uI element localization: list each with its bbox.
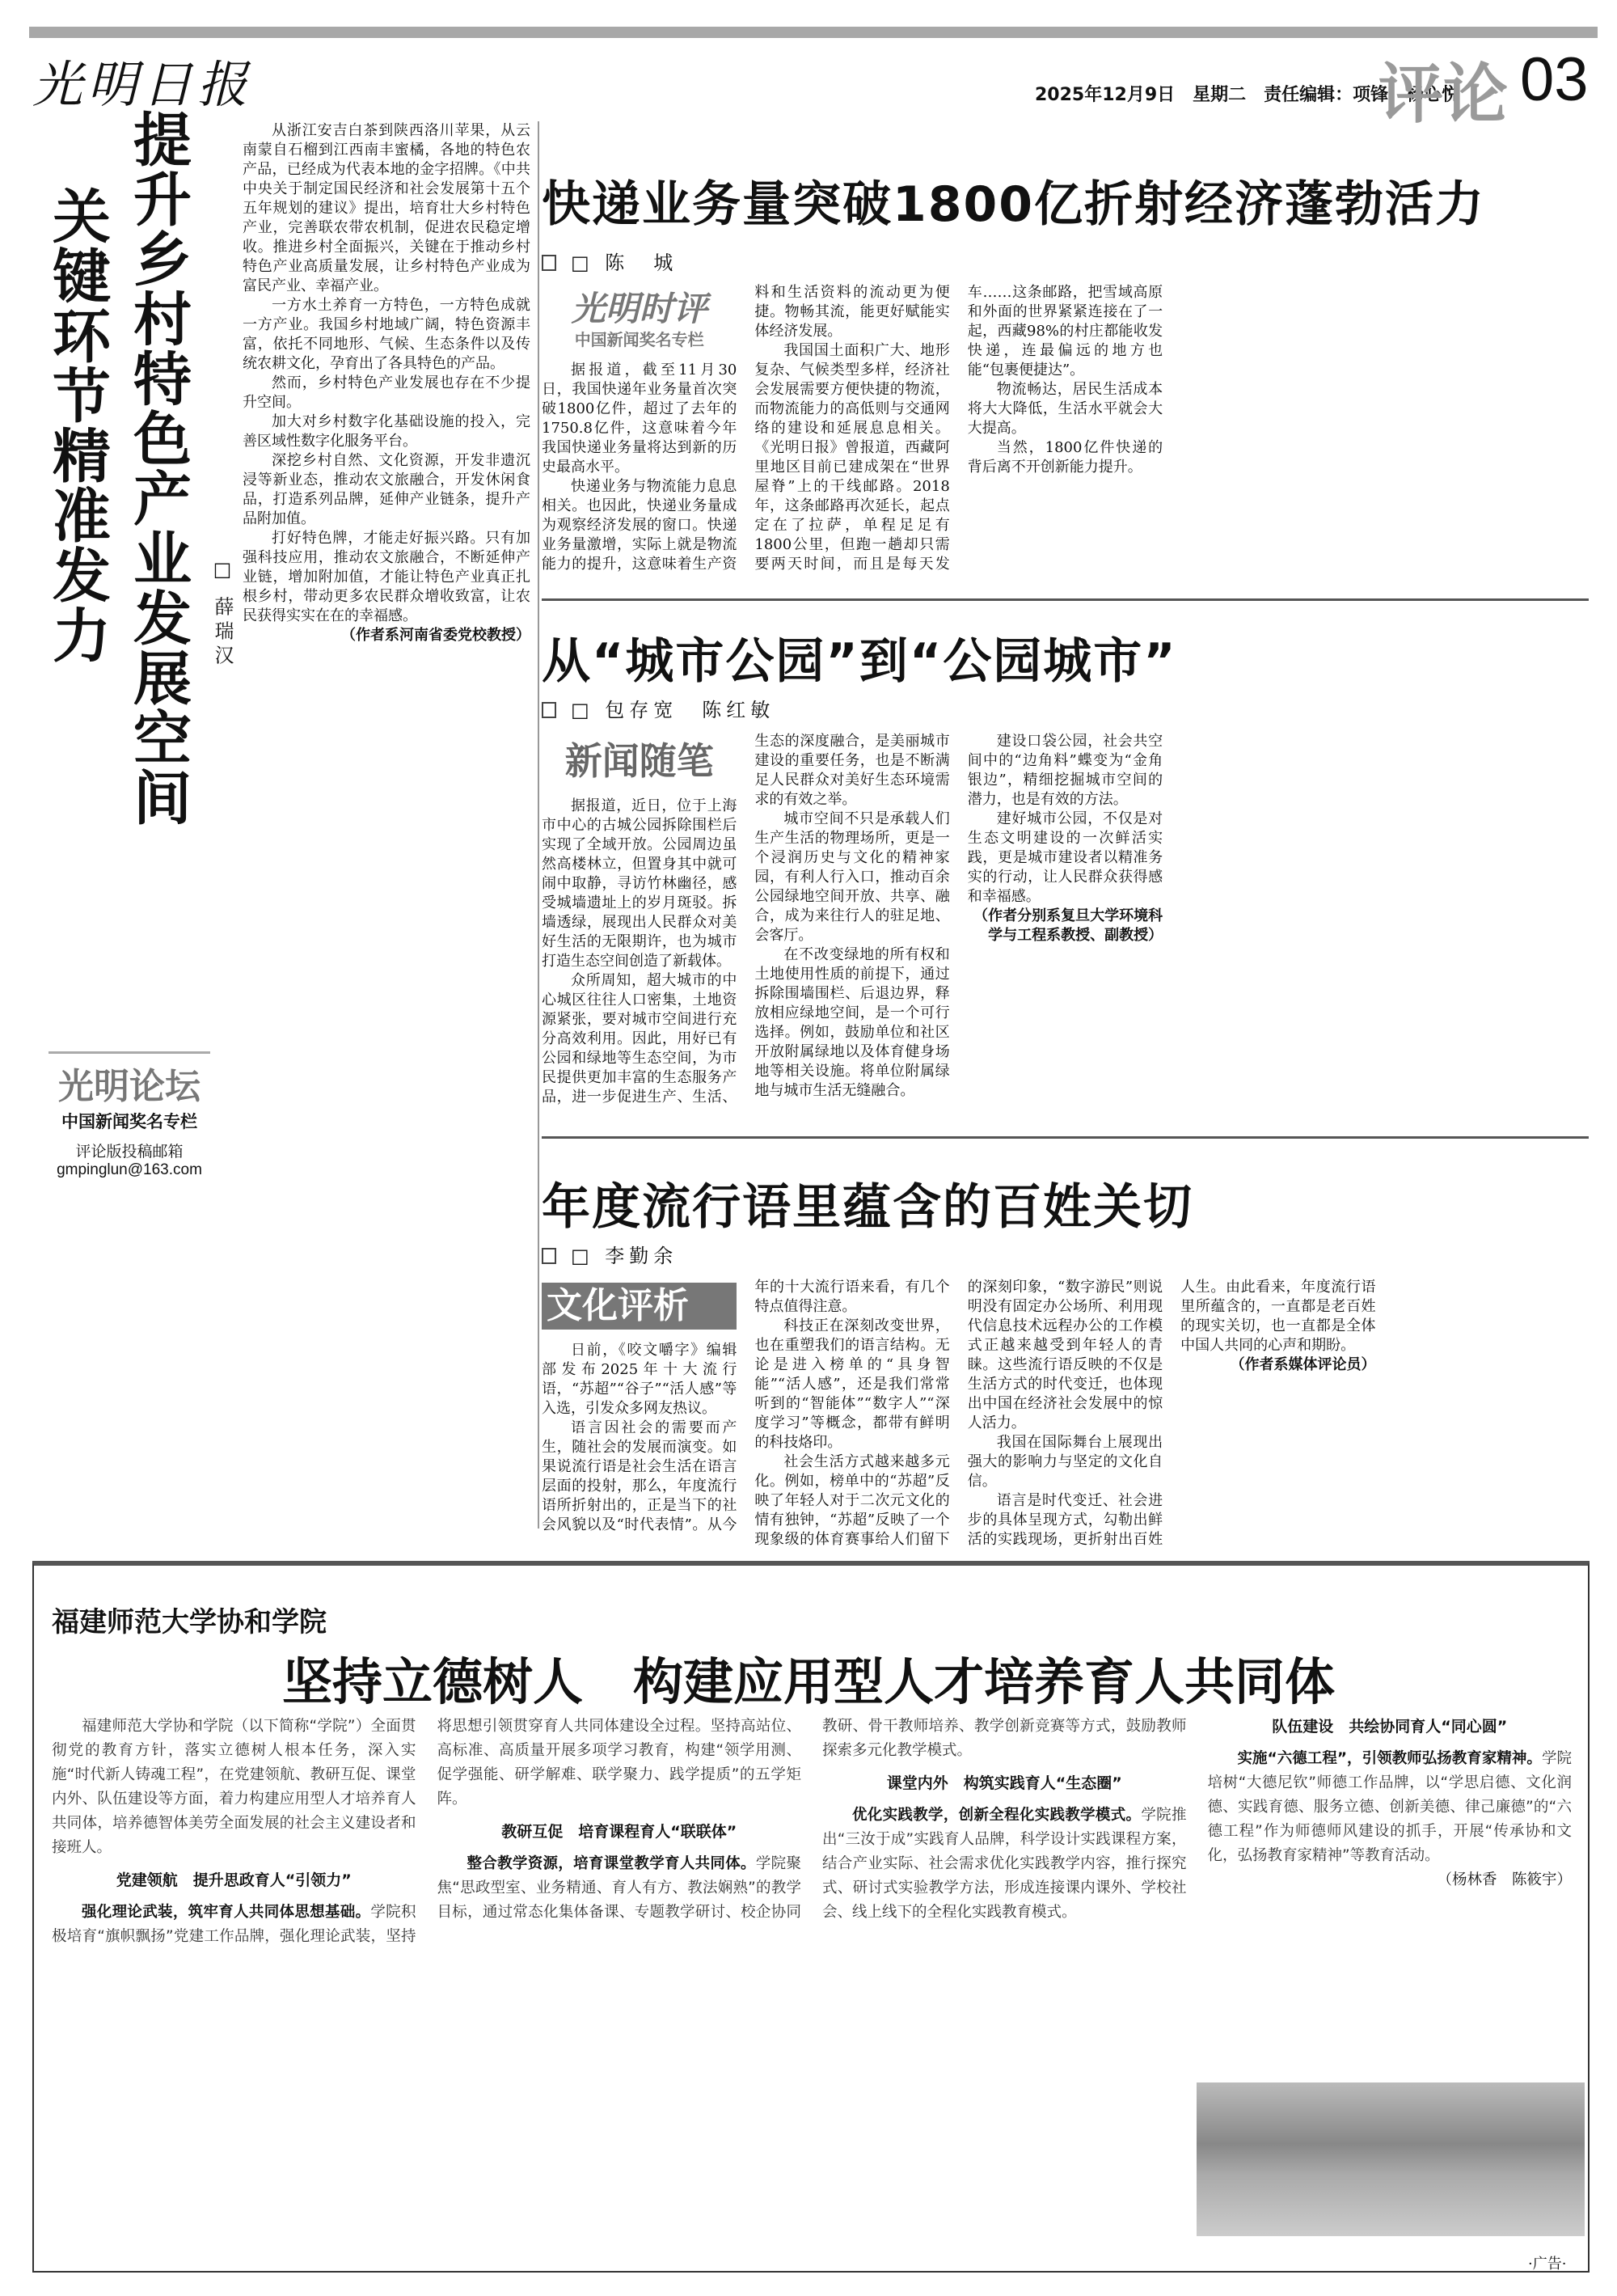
left-article-body <box>243 121 530 1431</box>
byline-box-icon <box>542 255 556 271</box>
paragraph: 深挖乡村自然、文化资源，开发非遗沉浸等新业态，推动农文旅融合，开发休闲食品，打造系列品牌，延伸产业链条，提升产品附加值。 <box>243 452 530 527</box>
article-1-byline: □ 陈 城 <box>542 247 678 275</box>
paragraph: 据报道，近日，位于上海市中心的古城公园拆除围栏后实现了全域开放。公园周边虽然高楼林立，但置身其中就可闹中取静，寻访竹林幽径，感受城墙遗址上的岁月斑驳。拆墙透绿，展现出人民群众对美好生活的无限期许，也为城市打造生态空间创造了新载体。 <box>542 797 737 970</box>
paragraph: 在不改变绿地的所有权和土地使用性质的前提下，通过拆除围墙围栏、后退边界，释放相应绿地空间，是一个可行选择。例如，鼓励单位和社区开放附属绿地以及体育健身场地等相关设施。将单位附属绿地与城市生活无缝融合。 <box>754 946 950 1099</box>
paragraph: 一方水土养育一方特色，一方特色成就一方产业。我国乡村地域广阔，特色资源丰富，依托不同地形、气候、生态条件以及传统农耕文化，孕育出了各具特色的产品。 <box>243 297 530 372</box>
newspaper-logo: 光明日报 <box>32 55 253 114</box>
paragraph: 语言因社会的需要而产生，随社会的发展而演变。如果说流行语是社会生活在语言层面的投射，那么，年度流行语所折射出的，正是当下的社会风貌以及“时代表情”。从今年的十大流行语来看，有几个特点值得注意。 <box>542 1279 950 1533</box>
dateline: 2025年12月9日 星期二 责任编辑：项锋、杨心悦 <box>1035 85 1460 105</box>
badge-subtitle: 中国新闻奖名专栏 <box>574 330 704 349</box>
forum-title: 光明论坛 <box>49 1051 210 1109</box>
paragraph: 科技正在深刻改变世界，也在重塑我们的语言结构。无论是进入榜单的“具身智能”“活人感”，还是我们常常听到的“智能体”“数字人”“深度学习”等概念，都带有鲜明的科技烙印。 <box>754 1317 950 1451</box>
ad-subheading: 队伍建设 共绘协同育人“同心圆” <box>1272 1718 1508 1736</box>
article-1-headline: 快递业务量突破1800亿折射经济蓬勃活力 <box>542 176 1485 233</box>
page-number: 03 <box>1520 45 1589 114</box>
paragraph: 建设口袋公园，社会共空间中的“边角料”蝶变为“金角银边”，精细挖掘城市空间的潜力，也是有效的方法。 <box>967 733 1163 808</box>
ad-body <box>52 1715 1572 1949</box>
article-2-badge: 新闻随笔 <box>564 739 714 783</box>
badge-title: 光明时评 <box>571 289 707 328</box>
article-3-headline: 年度流行语里蕴含的百姓关切 <box>542 1179 1193 1236</box>
paragraph: 我国在国际舞台上展现出强大的影响力与坚定的文化自信。 <box>967 1434 1163 1490</box>
article-1-body <box>542 283 1589 586</box>
ad-signature: （杨林香 陈筱宇） <box>1437 1871 1572 1888</box>
paragraph: 加大对乡村数字化基础设施的投入，完善区域性数字化服务平台。 <box>243 413 530 450</box>
mail-label: 评论版投稿邮箱 <box>75 1143 184 1161</box>
paragraph: 社会生活方式越来越多元化。例如，榜单中的“苏超”反映了年轻人对于二次元文化的情有独钟，“苏超”反映了一个现象级的体育赛事给人们留下的深刻印象，“数字游民”则说明没有固定办公场所、利用现代信息技术远程办公的工作模式正越来越受到年轻人的青睐。这些流行语反映的不仅是生活方式的时代变迁，也体现出中国在经济社会发展中的惊人活力。 <box>754 1279 1163 1548</box>
ad-mark: ·广告· <box>1528 2256 1567 2273</box>
paragraph: 优化实践教学，创新全程化实践教学模式。学院推出“三汝于成”实践育人品牌，科学设计实践课程方案，结合产业实际、社会需求优化实践教学内容，推行探究式、研讨式实验教学方法，形成连接课内课外、学校社会、线上线下的全程化实践教育模式。 <box>822 1807 1187 1921</box>
paragraph: 快递业务与物流能力息息相关。也因此，快递业务量成为观察经济发展的窗口。快递业务量激增，实际上就是物流能力的提升，这意味着生产资料和生活资料的流动更为便捷。物畅其流，能更好赋能实体经济发展。 <box>542 284 950 573</box>
article-3-credit: （作者系媒体评论员） <box>1230 1356 1376 1373</box>
paragraph: 日前，《咬文嚼字》编辑部发布2025年十大流行语，“苏超”“谷子”“活人感”等入选，引发众多网友热议。 <box>542 1342 737 1417</box>
paragraph: 实施“六德工程”，引领教师弘扬教育家精神。学院培树“大德尼钦”师德工作品牌，以“学思启德、文化润德、实践育德、服务立德、创新美德、律己廉德”的“六德工程”作为师德师风建设的抓手，开展“传承协和文化，弘扬教育家精神”等教育活动。 <box>1207 1750 1572 1864</box>
article-1-badge <box>542 288 737 349</box>
left-credit: （作者系河南省委党校教授） <box>341 627 530 644</box>
forum-badge <box>49 1051 210 1179</box>
ad-subheading: 党建领航 提升思政育人“引领力” <box>116 1871 352 1889</box>
paragraph: 据报道，截至11月30日，我国快递年业务量首次突破1800亿件，超过了去年的1750.8亿件，这意味着今年我国快递业务量将达到新的历史最高水平。 <box>542 362 737 476</box>
left-headline-2: 关键环节精准发力 <box>43 186 111 665</box>
paragraph: 物流畅达，居民生活成本将大大降低，生活水平就会大大提高。 <box>967 381 1163 437</box>
article-2-body <box>542 732 1589 1124</box>
paragraph: 当然，1800亿件快递的背后离不开创新能力提升。 <box>967 439 1163 476</box>
ad-title: 坚持立德树人 构建应用型人才培养育人共同体 <box>281 1652 1335 1711</box>
paragraph: 我国国土面积广大、地形复杂、气候类型多样，经济社会发展需要方便快捷的物流，而物流能力的高低则与交通网络的建设和延展息息相关。《光明日报》曾报道，西藏阿里地区目前已建成架在“世界屋脊”上的干线邮路。2018年，这条邮路再次延长，起点定在了拉萨，单程足足有1800公里，但跑一趟却只需要两天时间，而且是每天发车……这条邮路，把雪域高原和外面的世界紧紧连接在了一起，西藏98%的村庄都能收发快递，连最偏远的地方也能“包裹便捷达”。 <box>754 284 1163 573</box>
ad-organization: 福建师范大学协和学院 <box>52 1606 327 1638</box>
ad-subheading: 课堂内外 构筑实践育人“生态圈” <box>886 1774 1122 1792</box>
article-2-headline: 从“城市公园”到“公园城市” <box>542 633 1177 690</box>
section-name: 评论 <box>1378 57 1508 132</box>
byline-box-icon <box>542 702 556 718</box>
paragraph: 建好城市公园，不仅是对生态文明建设的一次鲜活实践，更是城市建设者以精准务实的行动，让人民群众获得感和幸福感。 <box>967 810 1163 905</box>
ad-subheading: 教研互促 培育课程育人“联联体” <box>501 1823 737 1841</box>
paragraph: 强化理论武装，筑牢育人共同体思想基础。学院积极培育“旗帜飘扬”党建工作品牌，强化理论武装，坚持将思想引领贯穿育人共同体建设全过程。坚持高站位、高标准、高质量开展多项学习教育，构建“领学用测、促学强能、研学解难、联学聚力、践学提质”的五学矩阵。 <box>52 1718 801 1945</box>
divider <box>542 598 1589 601</box>
paragraph: 众所周知，超大城市的中心城区往往人口密集，土地资源紧张，要对城市空间进行充分高效利用。因此，用好已有公园和绿地等生态空间，为市民提供更加丰富的生态服务产品，进一步促进生产、生活、生态的深度融合，是美丽城市建设的重要任务，也是不断满足人民群众对美好生态环境需求的有效之举。 <box>542 733 950 1106</box>
paragraph: 然而，乡村特色产业发展也存在不少提升空间。 <box>243 374 530 411</box>
paragraph: 整合教学资源，培育课堂教学育人共同体。学院聚焦“思政型室、业务精通、育人有方、教法娴熟”的教学目标，通过常态化集体备课、专题教学研讨、校企协同教研、骨干教师培养、教学创新竞赛等方式，鼓励教师探索多元化教学模式。 <box>437 1718 1187 1921</box>
paragraph: 从浙江安吉白茶到陕西洛川苹果，从云南蒙自石榴到江西南丰蜜橘，各地的特色农产品，已经成为代表本地的金字招牌。《中共中央关于制定国民经济和社会发展第十五个五年规划的建议》提出，培育壮大乡村特色产业，完善联农带农机制，促进农民稳定增收。推进乡村全面振兴，关键在于推动乡村特色产业高质量发展，让乡村特色产业成为富民产业、幸福产业。 <box>243 122 530 294</box>
article-3-body <box>542 1278 1589 1550</box>
article-3-byline: □ 李勤余 <box>542 1240 678 1268</box>
paragraph: 福建师范大学协和学院（以下简称“学院”）全面贯彻党的教育方针，落实立德树人根本任务，深入实施“时代新人铸魂工程”，在党建领航、教研互促、课堂内外、队伍建设等方面，着力构建应用型人才培养育人共同体，培养德智体美劳全面发展的社会主义建设者和接班人。 <box>52 1718 416 1856</box>
divider <box>542 1136 1589 1139</box>
byline-box-icon <box>542 1248 556 1264</box>
article-2-credit: （作者分别系复旦大学环境科学与工程系教授、副教授） <box>973 907 1163 944</box>
paragraph: 城市空间不只是承载人们生产生活的物理场所，更是一个浸润历史与文化的精神家园，有利人行入口，推动百余公园绿地空间开放、共享、融合，成为来往行人的驻足地、会客厅。 <box>754 810 950 944</box>
article-2-byline: □ 包存宽 陈红敏 <box>542 694 775 722</box>
left-byline: □ 薛瑞汉 <box>211 558 234 670</box>
column-divider <box>538 121 539 1529</box>
paragraph: 打好特色牌，才能走好振兴路。只有加强科技应用，推动农文旅融合，不断延伸产业链，增加附加值，才能让特色产业真正扎根乡村，带动更多农民群众增收致富，让农民获得实实在在的幸福感。 <box>243 530 530 624</box>
article-3-badge: 文化评析 <box>542 1283 737 1330</box>
mail-address[interactable]: gmpinglun@163.com <box>57 1161 202 1178</box>
forum-subtitle: 中国新闻奖名专栏 <box>61 1112 197 1131</box>
campus-photo <box>1197 2082 1585 2236</box>
paragraph: 语言是时代变迁、社会进步的具体呈现方式，勾勒出鲜活的实践现场，更折射出百姓人生。由此看来，年度流行语里所蕴含的，一直都是老百姓的现实关切，也一直都是全体中国人共同的心声和期盼。 <box>967 1279 1376 1548</box>
left-headline-1: 提升乡村特色产业发展空间 <box>124 109 192 827</box>
header-bar <box>29 27 1598 38</box>
